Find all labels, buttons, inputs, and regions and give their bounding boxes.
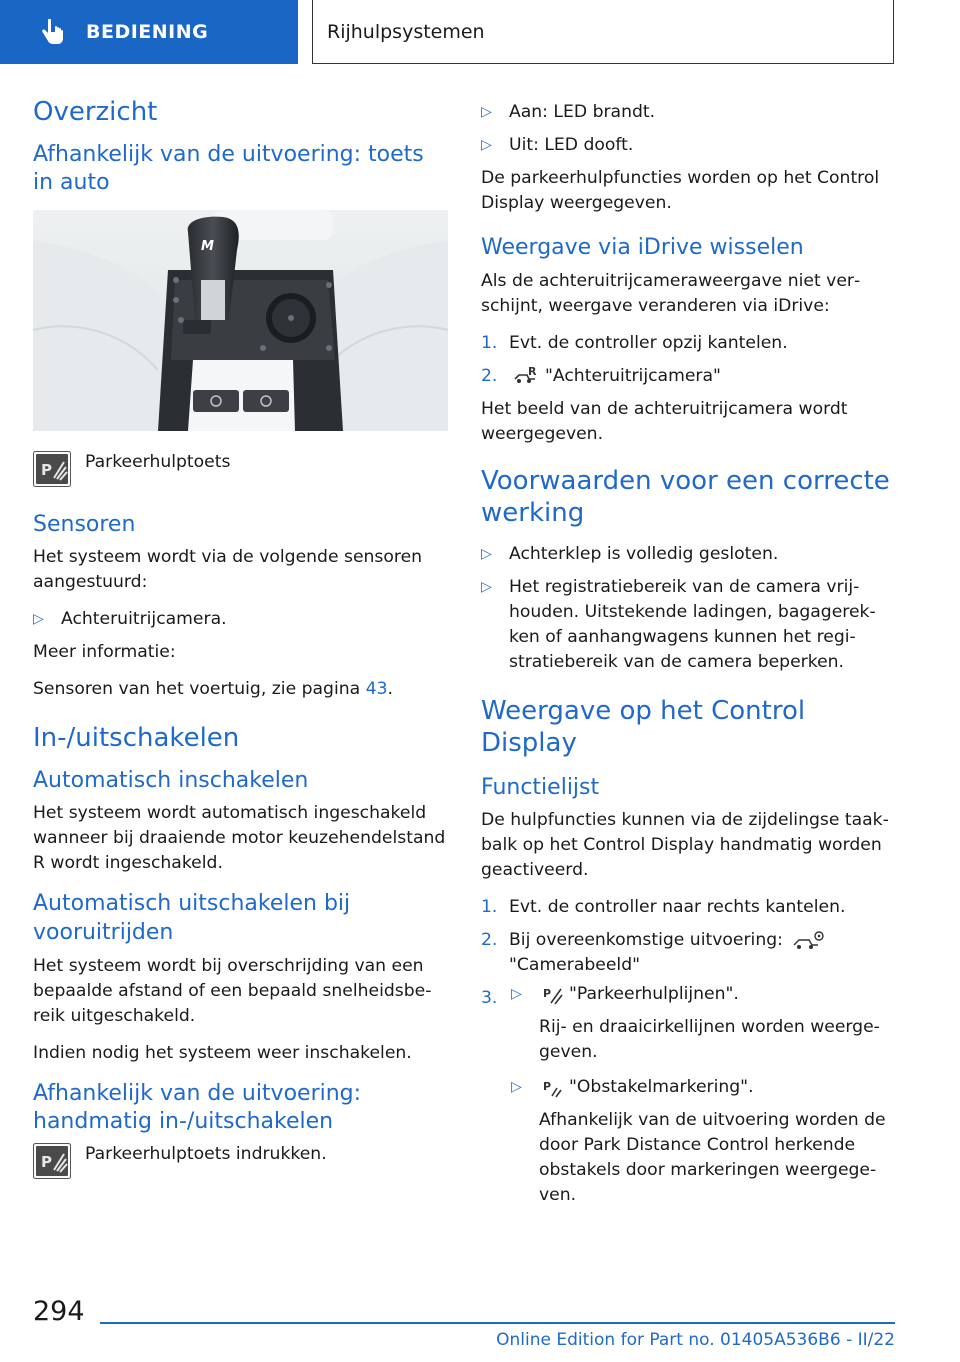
hand-pointer-icon bbox=[38, 17, 68, 47]
bullet-tailgate: ▷ Achterklep is volledig gesloten. bbox=[481, 542, 897, 567]
auto-off-text: Het systeem wordt bij overschrijding van een bepaalde afstand of een bepaald snelheidsbereik uitgeschakeld. bbox=[33, 955, 432, 1026]
svg-text:P: P bbox=[41, 1152, 52, 1171]
bullet-triangle-icon: ▷ bbox=[481, 104, 492, 120]
heading-idrive: Weergave via iDrive wisselen bbox=[481, 235, 804, 260]
sub-parking-lines: ▷ P "Parkeerhulplijnen". bbox=[481, 982, 897, 1007]
bullet-triangle-icon: ▷ bbox=[481, 137, 492, 153]
sensors-intro: Het systeem wordt via de volgende sensoren aangestuurd: bbox=[33, 547, 423, 593]
lever-badge: M bbox=[201, 238, 214, 254]
heading-function-list: Functielijst bbox=[481, 774, 600, 800]
display-text: De parkeerhulpfuncties worden op het Control Display weergegeven. bbox=[481, 168, 880, 213]
edition-info: Online Edition for Part no. 01405A536B6 - II/22 bbox=[496, 1330, 895, 1350]
fstep-3: 3. bbox=[481, 988, 498, 1009]
auto-on-text: Het systeem wordt automatisch ingeschakeld wanneer bij draaiende motor keuzehendelstand R wordt ingeschakeld. bbox=[33, 803, 446, 874]
heading-auto-on: Automatisch inschakelen bbox=[33, 767, 309, 793]
page-header bbox=[0, 0, 960, 66]
camera-view-icon bbox=[792, 929, 826, 951]
heading-auto-off: Automatisch uitschakelen bij vooruitrijden bbox=[33, 891, 351, 945]
idrive-text: Als de achteruitrijcameraweergave niet verschijnt, weergave veranderen via iDrive: bbox=[481, 270, 861, 316]
bullet-triangle-icon: ▷ bbox=[481, 545, 492, 562]
heading-overview: Overzicht bbox=[33, 97, 158, 127]
bullet-camera: ▷ Achteruitrijcamera. bbox=[33, 607, 448, 632]
parking-assist-button-icon bbox=[33, 451, 71, 487]
step-2: 2. R "Achteruitrijcamera" bbox=[481, 364, 721, 386]
chapter-tab bbox=[0, 0, 298, 64]
heading-control-display: Weergave op het Control Display bbox=[481, 695, 806, 759]
section-label: Rijhulpsystemen bbox=[327, 20, 485, 43]
press-button-caption: Parkeerhulptoets indrukken. bbox=[85, 1143, 327, 1164]
bullet-led-on: ▷ Aan: LED brandt. bbox=[481, 100, 897, 125]
heading-on-off: In-/uitschakelen bbox=[33, 723, 240, 754]
obstacle-marking-desc: Afhankelijk van de uitvoering worden de door Park Distance Control herkende obstakels door markeringen weergegeven. bbox=[539, 1110, 886, 1206]
bullet-triangle-icon: ▷ bbox=[33, 611, 44, 628]
heading-sensors: Sensoren bbox=[33, 511, 136, 537]
parking-lines-icon bbox=[543, 983, 563, 1005]
rear-camera-icon bbox=[513, 365, 539, 387]
svg-text:P: P bbox=[543, 987, 552, 1001]
step-1: 1. Evt. de controller opzij kantelen. bbox=[481, 332, 788, 353]
bullet-triangle-icon: ▷ bbox=[481, 578, 492, 595]
fstep-2: 2. Bij overeenkomstige uitvoering: "Camerabeeld" bbox=[481, 928, 897, 978]
svg-text:R: R bbox=[528, 364, 537, 378]
bullet-keep-clear: ▷ Het registratiebereik van de camera vrijhouden. Uitstekende ladingen, bagagerekken of aanhangwagens kunnen het registratiebereik van de camera beperken. bbox=[481, 576, 876, 672]
reenable-text: Indien nodig het systeem weer inschakelen. bbox=[33, 1042, 412, 1063]
gear-selector-photo bbox=[33, 210, 448, 431]
press-button-row bbox=[33, 1143, 448, 1179]
more-info: Meer informatie: bbox=[33, 642, 176, 663]
chapter-label: BEDIENING bbox=[86, 21, 209, 43]
heading-conditions: Voorwaarden voor een correcte werking bbox=[481, 465, 890, 529]
obstacle-marking-icon bbox=[543, 1076, 563, 1098]
bullet-triangle-icon: ▷ bbox=[511, 1079, 522, 1096]
parking-assist-button-icon bbox=[33, 1143, 71, 1179]
camera-image-text: Het beeld van de achteruitrijcamera wordt weergegeven. bbox=[481, 398, 848, 444]
svg-text:P: P bbox=[543, 1080, 552, 1094]
fstep-1: 1. Evt. de controller naar rechts kantelen. bbox=[481, 897, 846, 918]
function-list-text: De hulpfuncties kunnen via de zijdelingse taakbalk op het Control Display handmatig worden geactiveerd. bbox=[481, 810, 889, 881]
bullet-led-off: ▷ Uit: LED dooft. bbox=[481, 133, 897, 158]
heading-button-in-car: Afhankelijk van de uitvoering: toets in auto bbox=[33, 141, 424, 196]
section-tab bbox=[312, 0, 894, 64]
page-number: 294 bbox=[33, 1296, 85, 1327]
sensor-reference: Sensoren van het voertuig, zie pagina 43. bbox=[33, 679, 393, 700]
parking-assist-button-caption: Parkeerhulptoets bbox=[85, 451, 231, 472]
page-link-43[interactable]: 43 bbox=[365, 679, 388, 700]
left-column bbox=[33, 96, 448, 1203]
sub-obstacle-marking: ▷ P "Obstakelmarkering". bbox=[481, 1075, 897, 1100]
footer-divider bbox=[100, 1322, 895, 1324]
svg-text:P: P bbox=[41, 460, 52, 479]
parking-lines-desc: Rij- en draaicirkellijnen worden weergegeven. bbox=[539, 1017, 880, 1063]
heading-manual: Afhankelijk van de uitvoering: handmatig in-/uitschakelen bbox=[33, 1080, 362, 1135]
right-column bbox=[481, 100, 897, 1218]
bullet-triangle-icon: ▷ bbox=[511, 986, 522, 1003]
button-caption-row bbox=[33, 451, 448, 487]
